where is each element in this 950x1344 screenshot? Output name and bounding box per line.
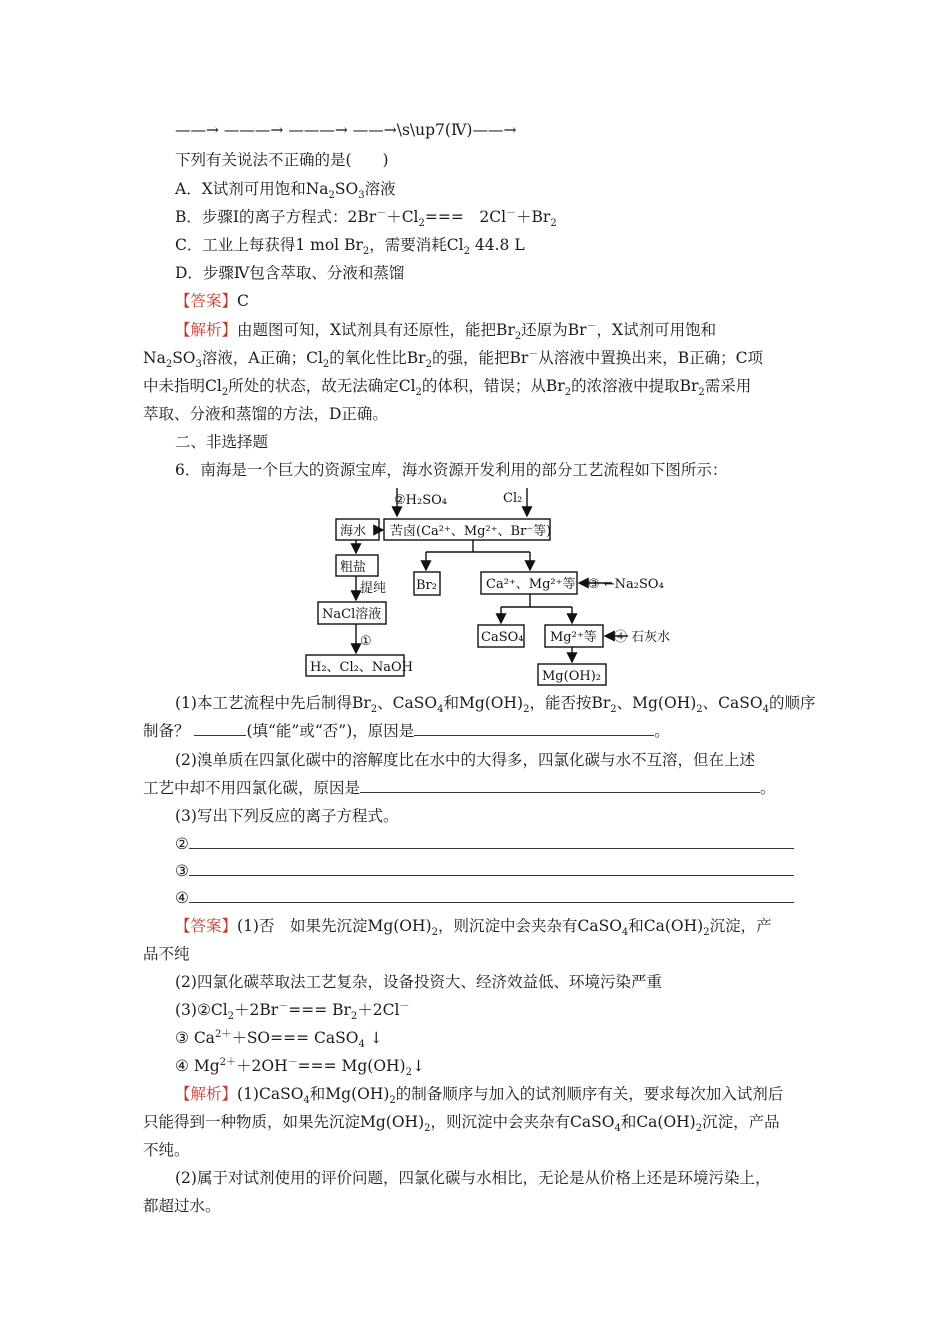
- text-nacl: NaCl溶液: [322, 607, 382, 622]
- analysis-tag: 【解析】: [175, 1085, 238, 1103]
- q6-analysis-line-2: 只能得到一种物质，如果先沉淀$Mg(OH)_2$，则沉淀中会夹杂有CaSO$_4$和$Ca(OH)_2$沉淀，产品: [143, 1113, 780, 1135]
- answer-tag: 【答案】: [175, 292, 238, 310]
- answer-blank-2[interactable]: [414, 721, 654, 736]
- label-cl2: Cl₂: [503, 491, 523, 506]
- q6-analysis-line-1: 【解析】(1)CaSO$_4$和$Mg(OH)_2$的制备顺序与加入的试剂顺序有关，要求每次加入试剂后: [175, 1085, 784, 1107]
- section-heading: 二、非选择题: [175, 433, 269, 451]
- q6-analysis-line-3: 不纯。: [143, 1141, 190, 1159]
- text-seawater: 海水: [340, 524, 367, 539]
- answer-blank-3[interactable]: [360, 778, 760, 793]
- q5-answer: 【答案】C: [175, 292, 249, 310]
- reaction-arrow-line: ——→ ———→ ———→ ——→\s\up7(Ⅳ)——→: [175, 121, 517, 139]
- q6-answer-line-1: 【答案】(1)否 如果先沉淀$Mg(OH)_2$，则沉淀中会夹杂有CaSO$_4$和$Ca(OH)_2$沉淀，产: [175, 917, 772, 939]
- q5-stem: 下列有关说法不正确的是( ): [175, 151, 389, 169]
- text-limewater: ④ 石灰水: [614, 630, 671, 645]
- q5-analysis-line-3: 中未指明$Cl_2$所处的状态，故无法确定$Cl_2$的体积，错误；从$Br_2$的浓溶液中提取$Br_2$需采用: [143, 377, 752, 399]
- text-step1: ①: [360, 634, 372, 649]
- q6-part1-line-1: (1)本工艺流程中先后制得$Br_2$、CaSO$_4$和$Mg(OH)_2$，能否按$Br_2$、$Mg(OH)_2$、CaSO$_4$的顺序: [175, 694, 816, 716]
- q5-option-a: A．X试剂可用饱和$Na_2SO_3$溶液: [175, 180, 396, 202]
- q5-analysis-line-1: 【解析】由题图可知，X试剂具有还原性，能把$Br_2$还原为Br－，X试剂可用饱和: [175, 320, 717, 343]
- q6-stem: 6．南海是一个巨大的资源宝库，海水资源开发利用的部分工艺流程如下图所示：: [175, 461, 728, 479]
- q6-analysis-part2-line-1: (2)属于对试剂使用的评价问题，四氯化碳与水相比，无论是从价格上还是环境污染上，: [175, 1169, 771, 1187]
- q6-part3-line-4: ④: [175, 888, 794, 908]
- q5-option-c: C．工业上每获得1 mol $Br_2$，需要消耗$Cl_2$ 44.8 L: [175, 236, 525, 258]
- text-crude-salt: 粗盐: [340, 560, 367, 575]
- answer-blank-6[interactable]: [189, 888, 794, 903]
- q6-part3-line-2: ②: [175, 834, 794, 854]
- text-bittern: 苦卤(Ca²⁺、Mg²⁺、Br⁻等): [390, 524, 552, 539]
- text-products: H₂、Cl₂、NaOH: [310, 660, 413, 675]
- answer-blank-5[interactable]: [189, 861, 794, 876]
- q6-part2-line-1: (2)溴单质在四氯化碳中的溶解度比在水中的大得多，四氯化碳与水不互溶，但在上述: [175, 751, 755, 769]
- q6-answer-line-2: 品不纯: [143, 945, 190, 963]
- q6-part1-line-2: 制备？ (填“能”或“否”)，原因是 。: [143, 722, 670, 740]
- text-br2: Br₂: [416, 578, 437, 593]
- text-purify: 提纯: [360, 581, 387, 596]
- answer-blank-4[interactable]: [189, 834, 794, 849]
- q5-option-b: B．步骤Ⅰ的离子方程式：$2Br^-+Cl_2===$ $2Cl^-+Br_2$: [175, 207, 557, 230]
- q6-answer-part3-b: ③ $Ca^{2+}+SO===$ CaSO$_4$ ↓: [175, 1028, 383, 1051]
- q5-analysis-line-2: $Na_2SO_3$溶液，A正确；$Cl_2$的氧化性比$Br_2$的强，能把Br－从溶液中置换出来，B正确；C项: [143, 348, 764, 371]
- text-caso4: CaSO₄: [481, 630, 524, 645]
- q6-part3-line-3: ③: [175, 861, 794, 881]
- q6-analysis-part2-line-2: 都超过水。: [143, 1197, 221, 1215]
- q5-analysis-line-4: 萃取、分液和蒸馏的方法，D正确。: [143, 405, 388, 423]
- q6-answer-part3-c: ④ $Mg^{2+}+2OH^-===$ $Mg(OH)_2↓$: [175, 1056, 425, 1079]
- answer-blank-1[interactable]: [194, 721, 246, 736]
- q6-part3: (3)写出下列反应的离子方程式。: [175, 807, 399, 825]
- q6-answer-part3-a: $(3)②Cl_2+2Br^-=== Br_2+2Cl^-$: [175, 1000, 410, 1023]
- text-mg: Mg²⁺等: [550, 630, 597, 645]
- q6-answer-part2: (2)四氯化碳萃取法工艺复杂，设备投资大、经济效益低、环境污染严重: [175, 973, 662, 991]
- analysis-tag: 【解析】: [175, 321, 238, 339]
- label-h2so4: ②H₂SO₄: [394, 493, 447, 508]
- answer-tag: 【答案】: [175, 917, 238, 935]
- q6-part2-line-2: 工艺中却不用四氯化碳，原因是 。: [143, 779, 776, 797]
- text-na2so4: ③ ←Na₂SO₄: [588, 577, 664, 592]
- text-ca-mg: Ca²⁺、Mg²⁺等: [486, 577, 576, 592]
- text-mgoh2: Mg(OH)₂: [542, 669, 601, 684]
- q5-option-d: D．步骤Ⅳ包含萃取、分液和蒸馏: [175, 264, 405, 282]
